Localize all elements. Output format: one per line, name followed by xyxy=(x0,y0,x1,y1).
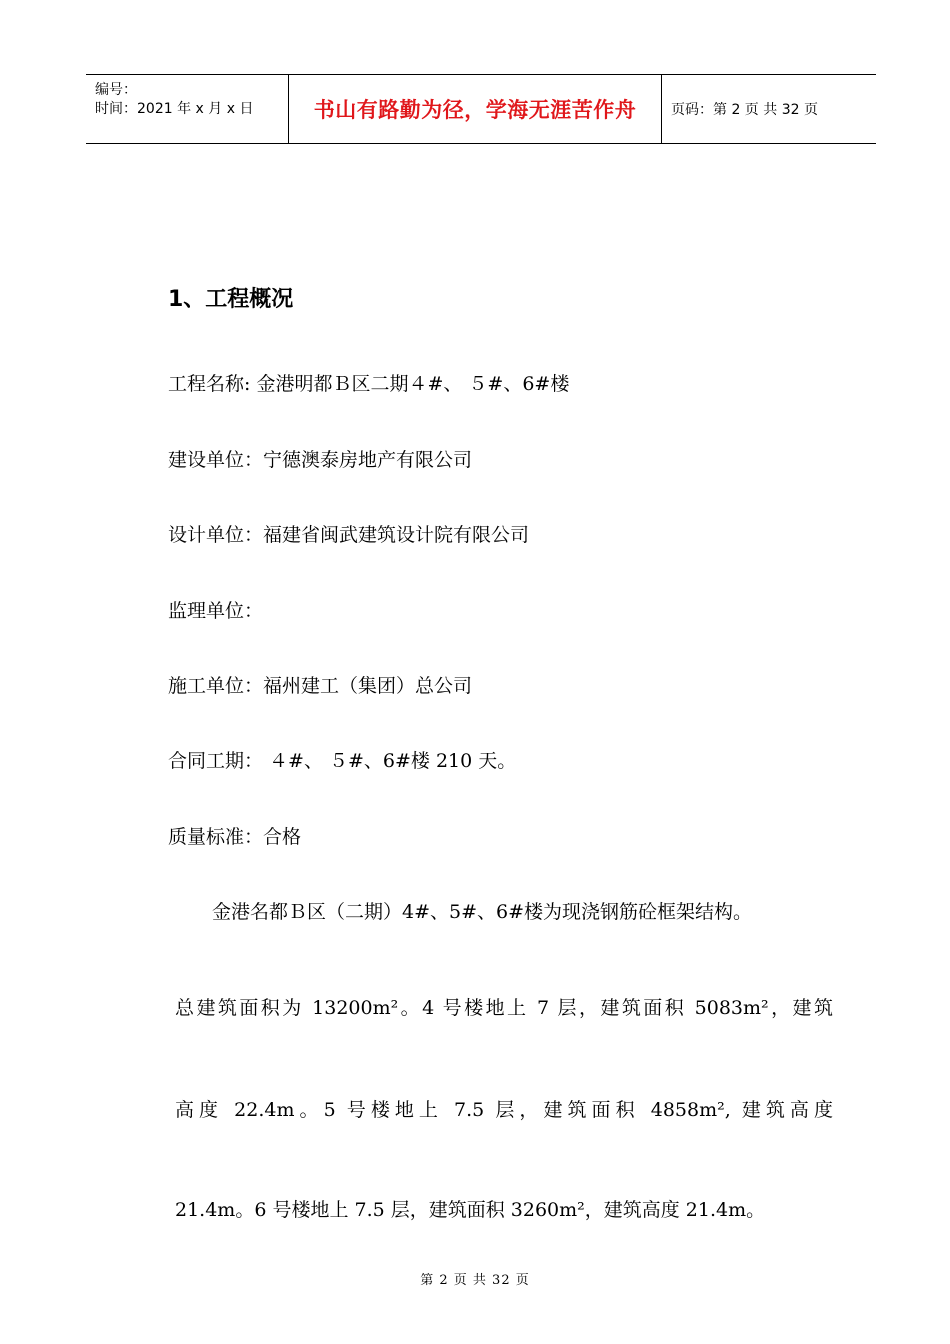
field-developer: 建设单位：宁德澳泰房地产有限公司 xyxy=(168,449,473,471)
field-contractor: 施工单位：福州建工（集团）总公司 xyxy=(168,675,473,697)
field-contract-period: 合同工期： ４#、 ５#、6#楼 210 天。 xyxy=(168,750,517,772)
paragraph-line-2: 总建筑面积为 13200m²。4 号楼地上 7 层，建筑面积 5083m²，建筑 xyxy=(175,997,833,1019)
field-project-name: 工程名称: 金港明都Ｂ区二期４#、 ５#、6#楼 xyxy=(168,373,570,395)
field-quality-standard: 质量标准：合格 xyxy=(168,826,302,848)
paragraph-line-4: 21.4m。6 号楼地上 7.5 层，建筑面积 3260m²，建筑高度 21.4m。 xyxy=(175,1199,766,1221)
paragraph-line-1: 金港名都Ｂ区（二期）4#、5#、6#楼为现浇钢筋砼框架结构。 xyxy=(212,901,753,923)
document-time-label: 时间：2021 年 x 月 x 日 xyxy=(95,101,254,117)
document-header xyxy=(86,74,876,144)
field-supervisor: 监理单位： xyxy=(168,600,264,622)
field-designer: 设计单位：福建省闽武建筑设计院有限公司 xyxy=(168,524,530,546)
paragraph-line-3: 高度 22.4m。5 号楼地上 7.5 层，建筑面积 4858m², 建筑高度 xyxy=(175,1099,833,1121)
header-motto: 书山有路勤为径，学海无涯苦作舟 xyxy=(289,75,662,143)
page-footer: 第 2 页 共 32 页 xyxy=(420,1273,530,1288)
header-page-label: 页码：第 2 页 共 32 页 xyxy=(671,102,818,118)
header-meta-cell xyxy=(86,75,289,143)
document-number-label: 编号： xyxy=(95,82,137,98)
section-heading: 1、工程概况 xyxy=(168,287,294,312)
